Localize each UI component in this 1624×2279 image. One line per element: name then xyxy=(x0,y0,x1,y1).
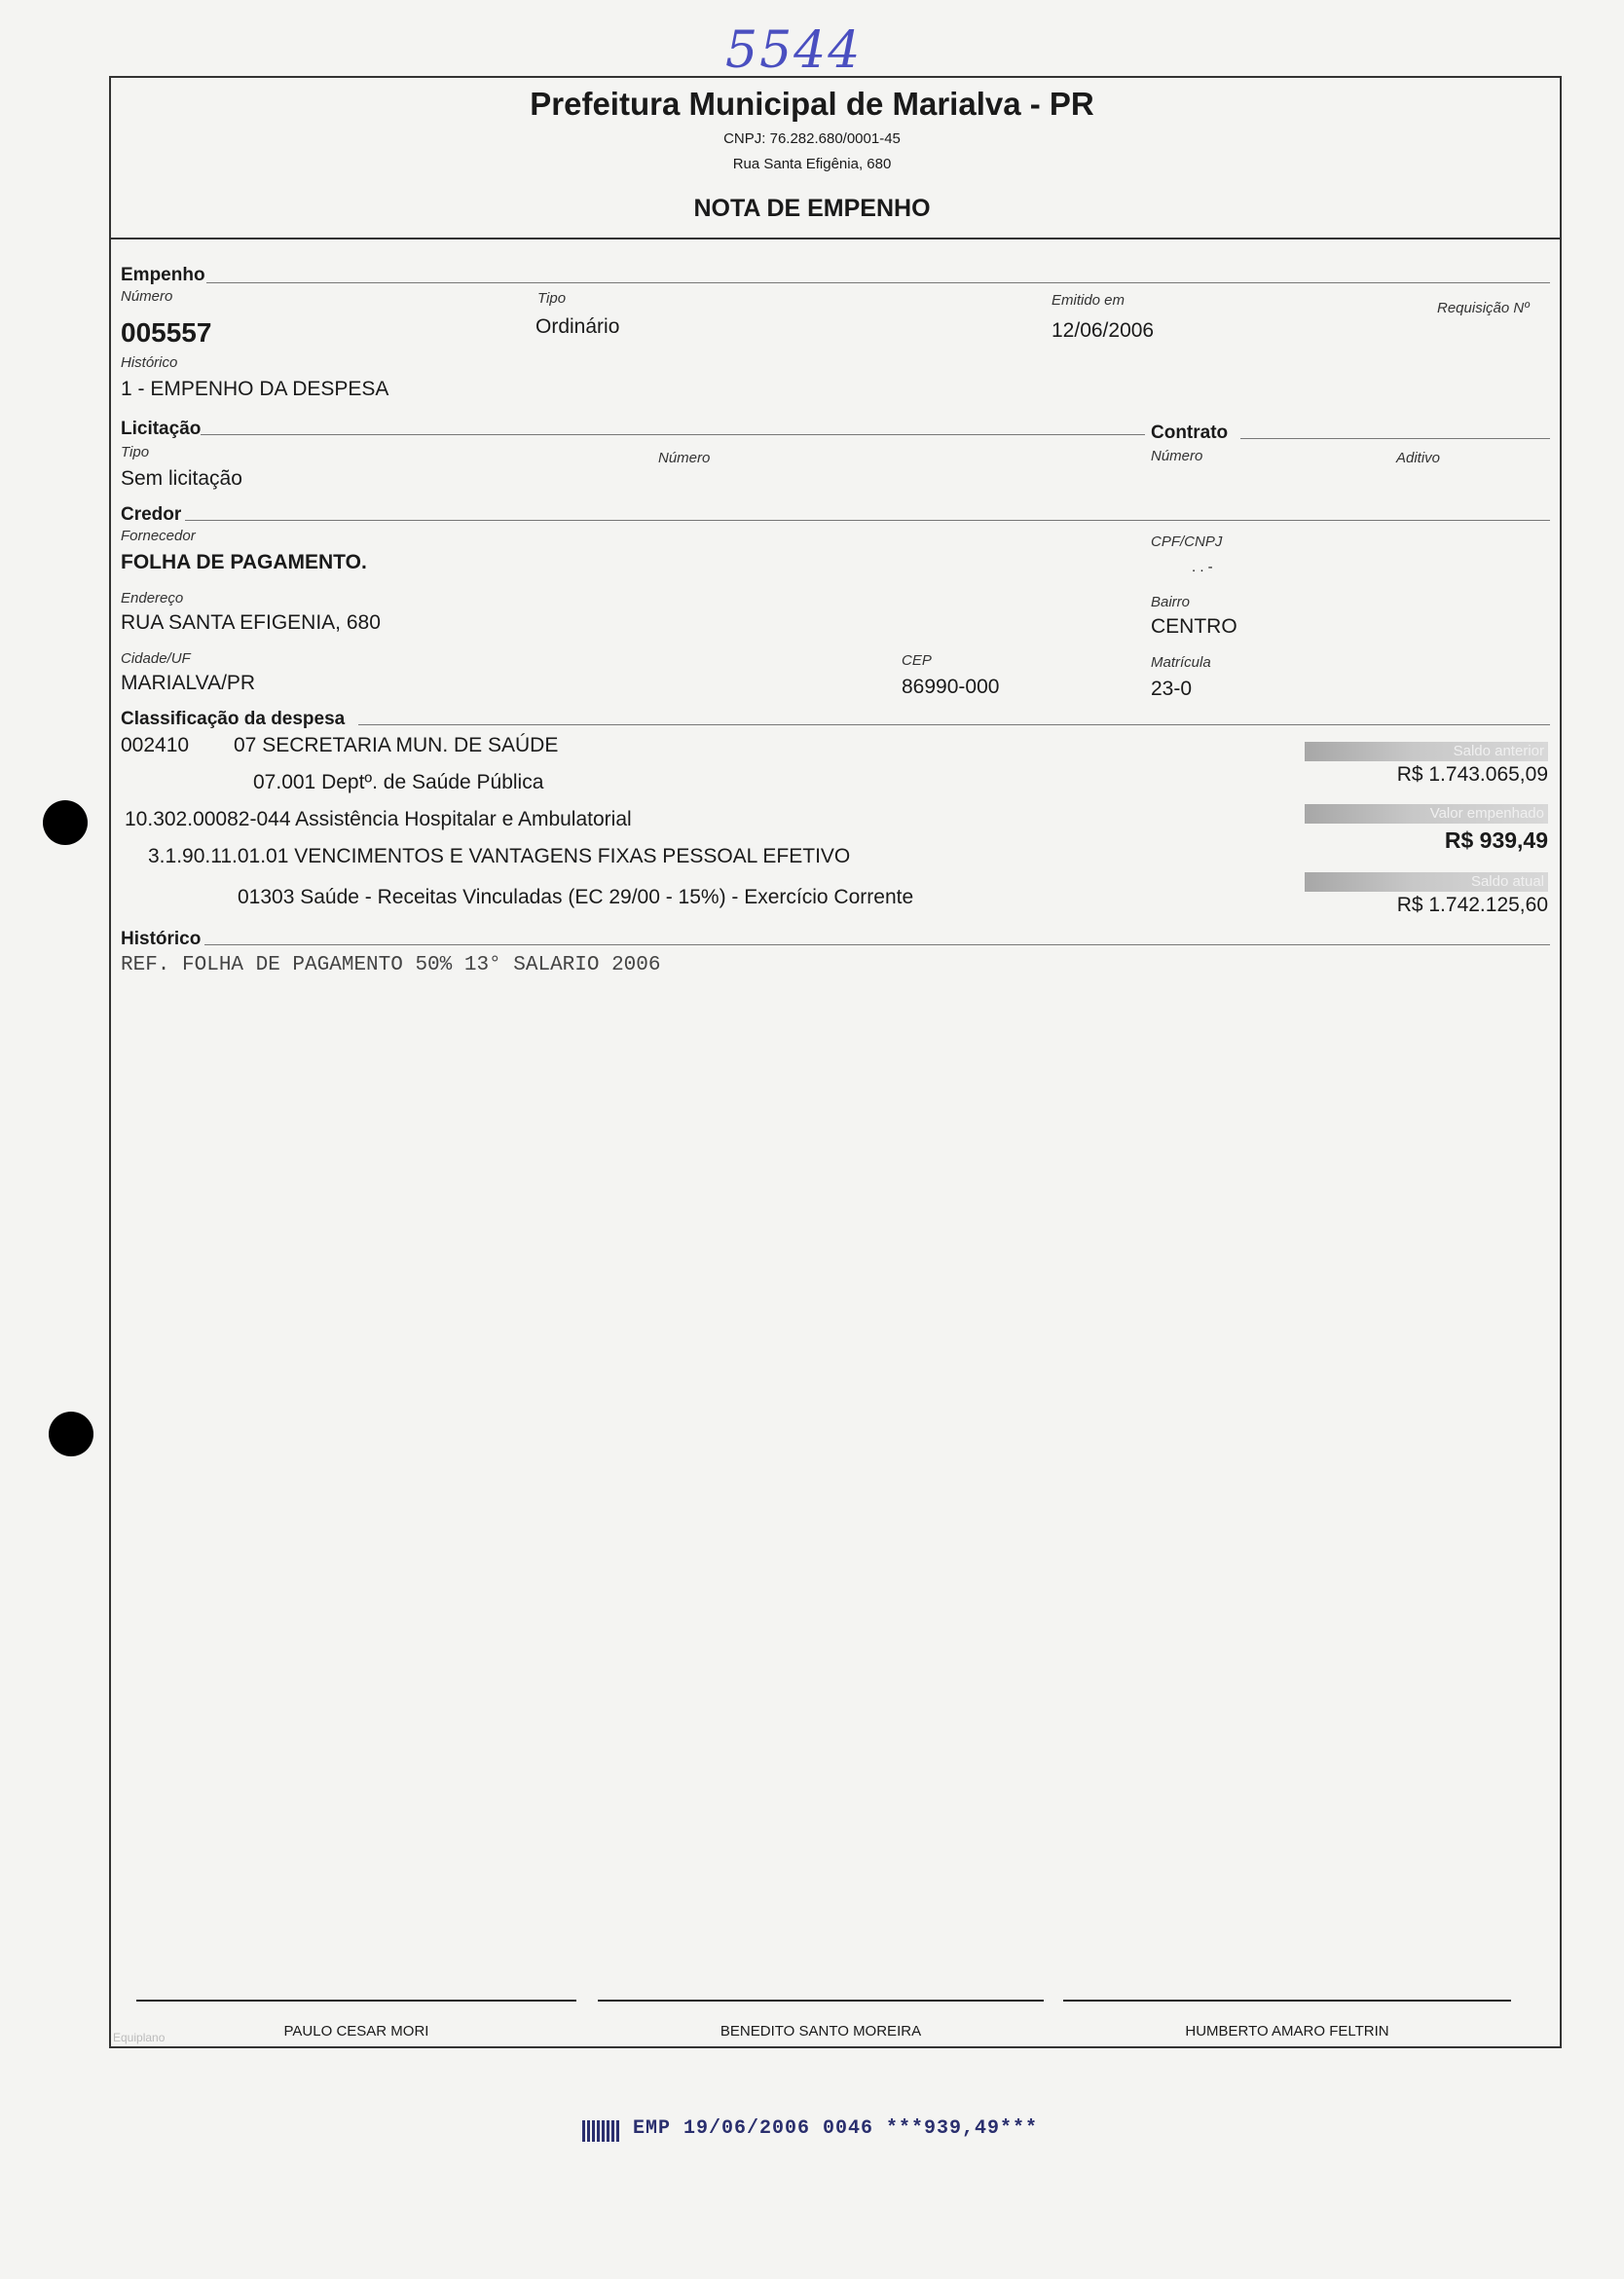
saldo-anterior: R$ 1.743.065,09 xyxy=(1396,763,1548,786)
empenho-historico: 1 - EMPENHO DA DESPESA xyxy=(121,378,389,400)
credor-rule xyxy=(185,520,1550,521)
footer-small-text: Equiplano xyxy=(113,2031,166,2044)
signature-name-2: BENEDITO SANTO MOREIRA xyxy=(720,2023,922,2040)
matricula: 23-0 xyxy=(1151,678,1193,700)
saldo-atual-bar xyxy=(1305,872,1548,892)
classificacao-secretaria: 07 SECRETARIA MUN. DE SAÚDE xyxy=(234,734,559,756)
cidade-label: Cidade/UF xyxy=(121,650,191,667)
classificacao-rule xyxy=(358,724,1550,725)
saldo-anterior-label: Saldo anterior xyxy=(1453,743,1544,759)
valor-empenhado-bar xyxy=(1305,804,1548,824)
classificacao-codigo: 002410 xyxy=(121,734,190,756)
endereco-label: Endereço xyxy=(121,590,184,607)
licitacao-tipo-label: Tipo xyxy=(121,444,150,460)
saldo-atual: R$ 1.742.125,60 xyxy=(1396,894,1548,916)
address-text: Rua Santa Efigênia, 680 xyxy=(732,156,892,172)
signature-line-3 xyxy=(1063,2000,1511,2002)
valor-empenhado: R$ 939,49 xyxy=(1444,827,1548,853)
cep-label: CEP xyxy=(902,652,932,669)
historico-section-label: Histórico xyxy=(121,929,202,949)
bairro: CENTRO xyxy=(1151,615,1237,638)
classificacao-recurso: 01303 Saúde - Receitas Vinculadas (EC 29/00 - 15%) - Exercício Corrente xyxy=(238,886,914,908)
empenho-numero-label: Número xyxy=(121,288,173,305)
historico-rule xyxy=(204,944,1550,945)
stamp-barcode xyxy=(582,2120,619,2142)
credor-section-label: Credor xyxy=(121,504,182,525)
document-frame xyxy=(109,76,1562,2048)
contrato-section-label: Contrato xyxy=(1151,423,1229,443)
signature-name-3: HUMBERTO AMARO FELTRIN xyxy=(1185,2023,1389,2040)
empenho-rule xyxy=(206,282,1550,283)
payment-stamp: EMP 19/06/2006 0046 ***939,49*** xyxy=(633,2117,1039,2140)
emitido-label: Emitido em xyxy=(1052,292,1126,309)
licitacao-numero-label: Número xyxy=(658,450,711,466)
signature-line-2 xyxy=(598,2000,1044,2002)
licitacao-rule xyxy=(201,434,1145,435)
cep: 86990-000 xyxy=(902,676,1000,698)
licitacao-section-label: Licitação xyxy=(121,419,202,439)
handwritten-number: 5544 xyxy=(725,21,863,80)
empenho-tipo-label: Tipo xyxy=(537,290,567,307)
valor-empenhado-label: Valor empenhado xyxy=(1429,805,1544,822)
empenho-tipo: Ordinário xyxy=(535,315,620,338)
signature-line-1 xyxy=(136,2000,576,2002)
cpf-label: CPF/CNPJ xyxy=(1151,533,1223,550)
saldo-anterior-bar xyxy=(1305,742,1548,761)
cnpj-text: CNPJ: 76.282.680/0001-45 xyxy=(723,130,901,147)
municipality-title: Prefeitura Municipal de Marialva - PR xyxy=(530,86,1094,122)
cpf-value: . . - xyxy=(1192,559,1213,575)
signature-name-1: PAULO CESAR MORI xyxy=(283,2023,429,2040)
contrato-rule xyxy=(1240,438,1550,439)
empenho-numero: 005557 xyxy=(121,317,212,348)
endereco: RUA SANTA EFIGENIA, 680 xyxy=(121,611,381,634)
punch-hole-top xyxy=(43,800,88,845)
contrato-numero-label: Número xyxy=(1151,448,1203,464)
document-title: NOTA DE EMPENHO xyxy=(693,195,931,222)
historico-texto: REF. FOLHA DE PAGAMENTO 50% 13° SALARIO 2006 xyxy=(121,954,661,976)
licitacao-tipo: Sem licitação xyxy=(121,467,242,490)
empenho-historico-label: Histórico xyxy=(121,354,178,371)
classificacao-elemento: 3.1.90.11.01.01 VENCIMENTOS E VANTAGENS FIXAS PESSOAL EFETIVO xyxy=(148,845,851,867)
fornecedor: FOLHA DE PAGAMENTO. xyxy=(121,551,367,573)
header-divider xyxy=(109,238,1562,239)
contrato-aditivo-label: Aditivo xyxy=(1396,450,1441,466)
cidade: MARIALVA/PR xyxy=(121,672,256,694)
matricula-label: Matrícula xyxy=(1151,654,1211,671)
bairro-label: Bairro xyxy=(1151,594,1191,610)
fornecedor-label: Fornecedor xyxy=(121,528,196,544)
saldo-atual-label: Saldo atual xyxy=(1470,873,1544,890)
punch-hole-bottom xyxy=(49,1412,93,1456)
empenho-section-label: Empenho xyxy=(121,265,205,285)
requisicao-label: Requisição Nº xyxy=(1437,300,1530,316)
classificacao-departamento: 07.001 Deptº. de Saúde Pública xyxy=(253,771,544,793)
emitido-date: 12/06/2006 xyxy=(1052,319,1155,342)
classificacao-funcional: 10.302.00082-044 Assistência Hospitalar e Ambulatorial xyxy=(125,808,632,830)
classificacao-section-label: Classificação da despesa xyxy=(121,709,346,729)
